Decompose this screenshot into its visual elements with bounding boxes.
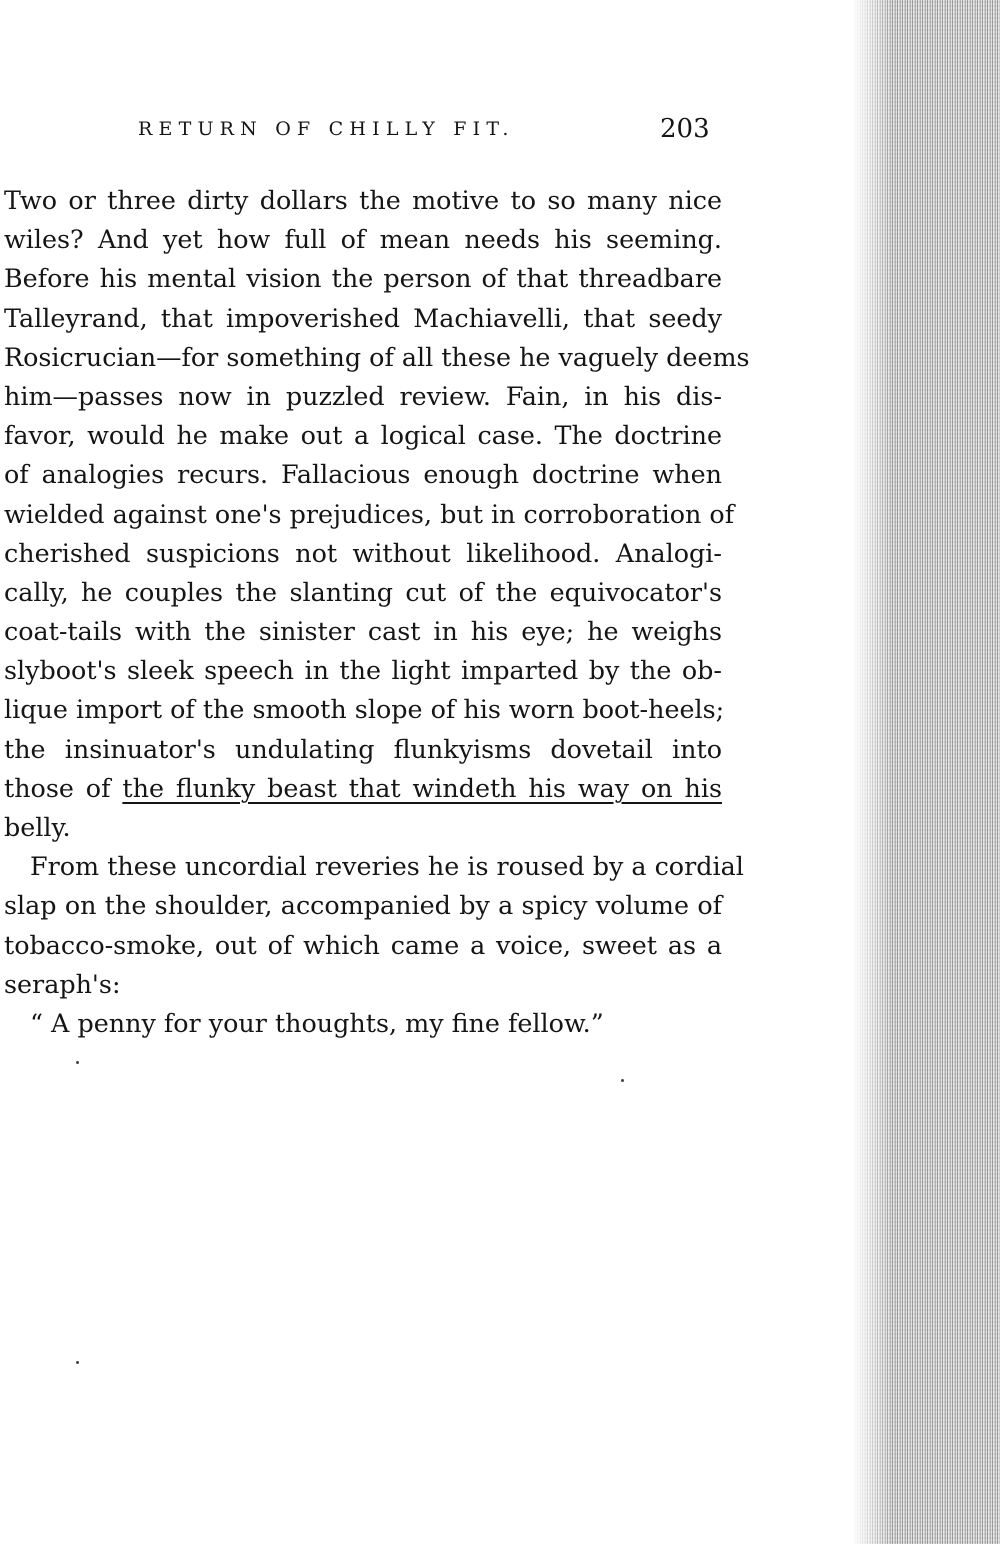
text-line: cally, he couples the slanting cut of the equivocator's bbox=[4, 576, 722, 607]
ink-speck bbox=[76, 1061, 79, 1064]
text-line: Before his mental vision the person of that threadbare bbox=[4, 263, 722, 294]
text-segment: those of bbox=[4, 772, 123, 803]
page-number: 203 bbox=[660, 114, 710, 144]
text-line: coat-tails with the sinister cast in his eye; he weighs bbox=[4, 616, 722, 647]
pencil-underline: the flunky beast that windeth his way on his bbox=[122, 772, 722, 803]
ink-speck bbox=[621, 1079, 624, 1082]
page-edge-shadow bbox=[852, 0, 1000, 1544]
text-line: wiles? And yet how full of mean needs his seeming. bbox=[4, 224, 722, 255]
text-line: of analogies recurs. Fallacious enough doctrine when bbox=[4, 459, 722, 490]
text-line: the insinuator's undulating flunkyisms dovetail into bbox=[4, 733, 722, 764]
text-line: him—passes now in puzzled review. Fain, in his dis- bbox=[4, 380, 722, 411]
text-line: tobacco-smoke, out of which came a voice, sweet as a bbox=[4, 929, 722, 960]
text-line: From these uncordial reveries he is roused by a cordial bbox=[30, 851, 744, 882]
quote-line: “ A penny for your thoughts, my fine fellow.” bbox=[30, 1007, 604, 1038]
text-line: seraph's: bbox=[4, 968, 121, 999]
text-line: cherished suspicions not without likelihood. Analogi- bbox=[4, 537, 722, 568]
text-line: slap on the shoulder, accompanied by a spicy volume of bbox=[4, 890, 722, 921]
text-line: Rosicrucian—for something of all these he vaguely deems bbox=[4, 341, 750, 372]
text-line: lique import of the smooth slope of his worn boot-heels; bbox=[4, 694, 725, 725]
text-line: Talleyrand, that impoverished Machiavelli, that seedy bbox=[4, 302, 722, 333]
body-text bbox=[0, 181, 750, 1043]
text-line: wielded against one's prejudices, but in corroboration of bbox=[4, 498, 735, 529]
text-line: slyboot's sleek speech in the light imparted by the ob- bbox=[4, 655, 722, 686]
text-line bbox=[0, 769, 722, 808]
text-line: favor, would he make out a logical case. The doctrine bbox=[4, 420, 722, 451]
text-line: Two or three dirty dollars the motive to so many nice bbox=[4, 185, 722, 215]
running-title: RETURN OF CHILLY FIT. bbox=[138, 118, 515, 140]
text-line: belly. bbox=[4, 812, 71, 842]
ink-speck bbox=[76, 1361, 79, 1364]
